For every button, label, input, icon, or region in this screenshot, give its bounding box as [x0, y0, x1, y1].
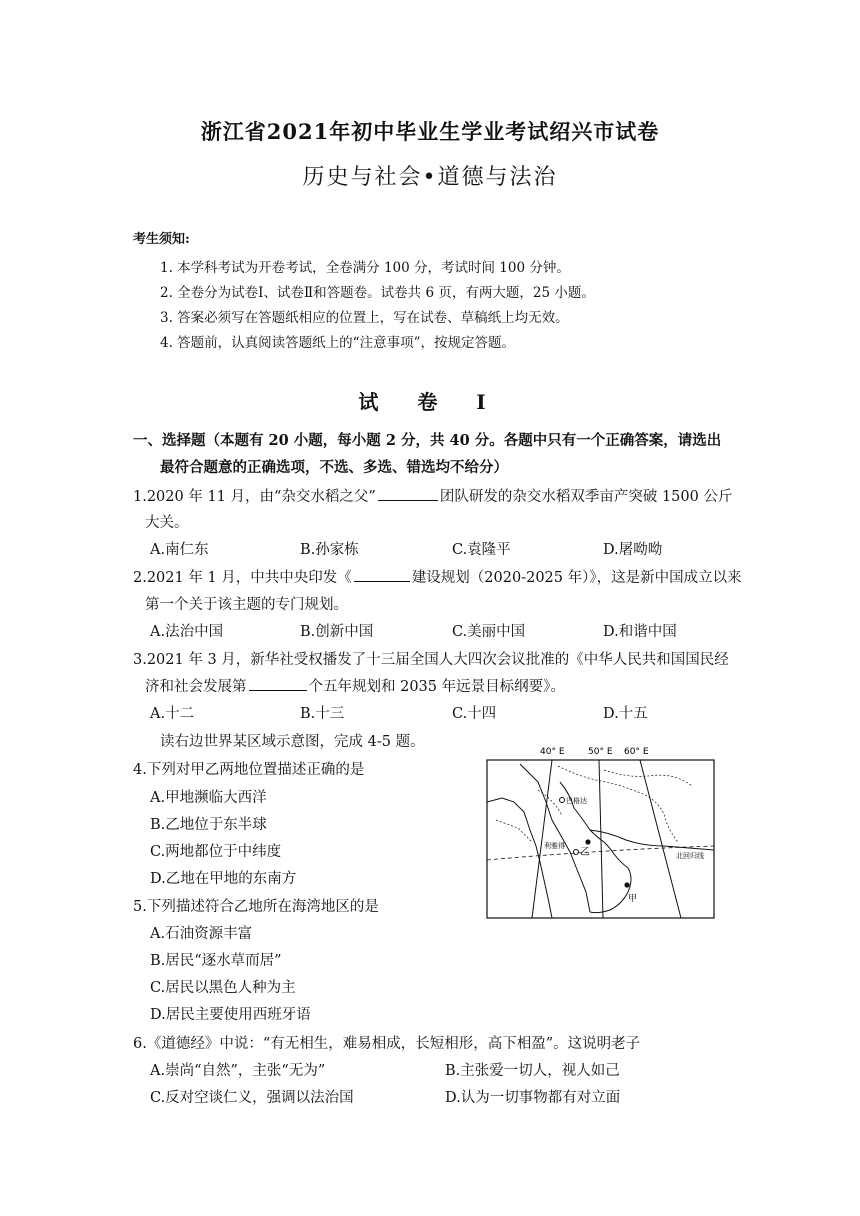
place-yi-marker [585, 839, 590, 844]
q5-option-d[interactable]: D.居民主要使用西班牙语 [150, 1007, 311, 1023]
notice-item-4: 4. 答题前，认真阅读答题纸上的“注意事项”，按规定答题。 [160, 335, 515, 351]
q6-option-d[interactable]: D.认为一切事物都有对立面 [445, 1090, 621, 1106]
q1-option-d[interactable]: D.屠呦呦 [603, 542, 663, 558]
place-jia-label: 甲 [628, 894, 638, 904]
q2-option-c[interactable]: C.美丽中国 [452, 624, 526, 640]
q3-option-a[interactable]: A.十二 [150, 706, 195, 722]
notice-item-2: 2. 全卷分为试卷Ⅰ、试卷Ⅱ和答题卷。试卷共 6 页，有两大题，25 小题。 [160, 285, 595, 301]
q1-option-c[interactable]: C.袁隆平 [452, 542, 511, 558]
exam-title: 浙江省2021年初中毕业生学业考试绍兴市试卷 [200, 119, 660, 144]
tropic-label: 北回归线 [676, 852, 704, 860]
paper-heading: 试 卷 Ⅰ [358, 390, 502, 414]
question-2-pre: 2.2021 年 1 月，中共中央印发《 [133, 570, 352, 586]
q6-option-b[interactable]: B.主张爱一切人，视人如己 [445, 1063, 620, 1079]
region-map [478, 742, 722, 922]
q1-option-b[interactable]: B.孙家栋 [300, 542, 359, 558]
question-3-post: 个五年规划和 2035 年远景目标纲要》。 [308, 679, 565, 695]
question-1-cont: 大关。 [145, 515, 189, 531]
question-5-stem: 5.下列描述符合乙地所在海湾地区的是 [133, 899, 379, 915]
question-1-pre: 1.2020 年 11 月，由“杂交水稻之父” [133, 489, 376, 505]
question-3-pre: 济和社会发展第 [145, 679, 247, 695]
q1-option-a[interactable]: A.南仁东 [150, 542, 209, 558]
lon-label-60: 60° E [624, 747, 649, 757]
answer-blank [249, 676, 307, 691]
q6-option-c[interactable]: C.反对空谈仁义，强调以法治国 [150, 1090, 354, 1106]
question-2-stem [133, 566, 742, 587]
q4-option-d[interactable]: D.乙地在甲地的东南方 [150, 871, 297, 887]
question-4-stem: 4.下列对甲乙两地位置描述正确的是 [133, 762, 365, 778]
question-6-stem: 6.《道德经》中说：“有无相生，难易相成，长短相形，高下相盈”。这说明老子 [133, 1036, 641, 1052]
question-2-post: 建设规划（2020-2025 年）》，这是新中国成立以来 [411, 570, 742, 586]
question-1-stem [133, 485, 732, 506]
q5-option-b[interactable]: B.居民“逐水草而居” [150, 953, 282, 969]
answer-blank [354, 567, 410, 582]
q6-option-a[interactable]: A.崇尚“自然”，主张“无为” [150, 1063, 326, 1079]
q2-option-b[interactable]: B.创新中国 [300, 624, 374, 640]
q3-option-d[interactable]: D.十五 [603, 706, 648, 722]
q3-option-b[interactable]: B.十三 [300, 706, 345, 722]
question-1-post: 团队研发的杂交水稻双季亩产突破 1500 公斤 [439, 489, 733, 505]
q3-option-c[interactable]: C.十四 [452, 706, 497, 722]
notice-item-3: 3. 答案必须写在答题纸相应的位置上，写在试卷、草稿纸上均无效。 [160, 310, 569, 326]
q5-option-c[interactable]: C.居民以黑色人种为主 [150, 980, 296, 996]
place-yi-label: 乙 [580, 847, 590, 858]
q4-option-c[interactable]: C.两地都位于中纬度 [150, 844, 282, 860]
city-baghdad-label: 巴格达 [566, 797, 587, 805]
questions-4-5-intro: 读右边世界某区域示意图，完成 4-5 题。 [160, 734, 425, 750]
city-riyadh-label: 利雅得 [544, 842, 565, 850]
question-2-cont: 第一个关于该主题的专门规划。 [145, 597, 348, 613]
lon-label-40: 40° E [540, 747, 565, 757]
q5-option-a[interactable]: A.石油资源丰富 [150, 926, 253, 942]
section-1-line-1: 一、选择题（本题有 20 小题，每小题 2 分，共 40 分。各题中只有一个正确答案，请选出 [133, 432, 722, 449]
section-1-line-2: 最符合题意的正确选项，不选、多选、错选均不给分） [160, 459, 508, 476]
answer-blank [378, 486, 438, 501]
notice-heading: 考生须知: [133, 232, 190, 247]
q2-option-a[interactable]: A.法治中国 [150, 624, 224, 640]
q4-option-b[interactable]: B.乙地位于东半球 [150, 817, 267, 833]
question-3-line-2 [145, 675, 565, 696]
exam-subtitle: 历史与社会•道德与法治 [302, 165, 558, 190]
notice-item-1: 1. 本学科考试为开卷考试，全卷满分 100 分，考试时间 100 分钟。 [160, 260, 570, 276]
q2-option-d[interactable]: D.和谐中国 [603, 624, 677, 640]
question-3-line-1: 3.2021 年 3 月，新华社受权播发了十三届全国人大四次会议批准的《中华人民共和国国民经 [133, 652, 729, 668]
lon-label-50: 50° E [588, 747, 613, 757]
q4-option-a[interactable]: A.甲地濒临大西洋 [150, 790, 267, 806]
place-jia-marker [624, 882, 629, 887]
